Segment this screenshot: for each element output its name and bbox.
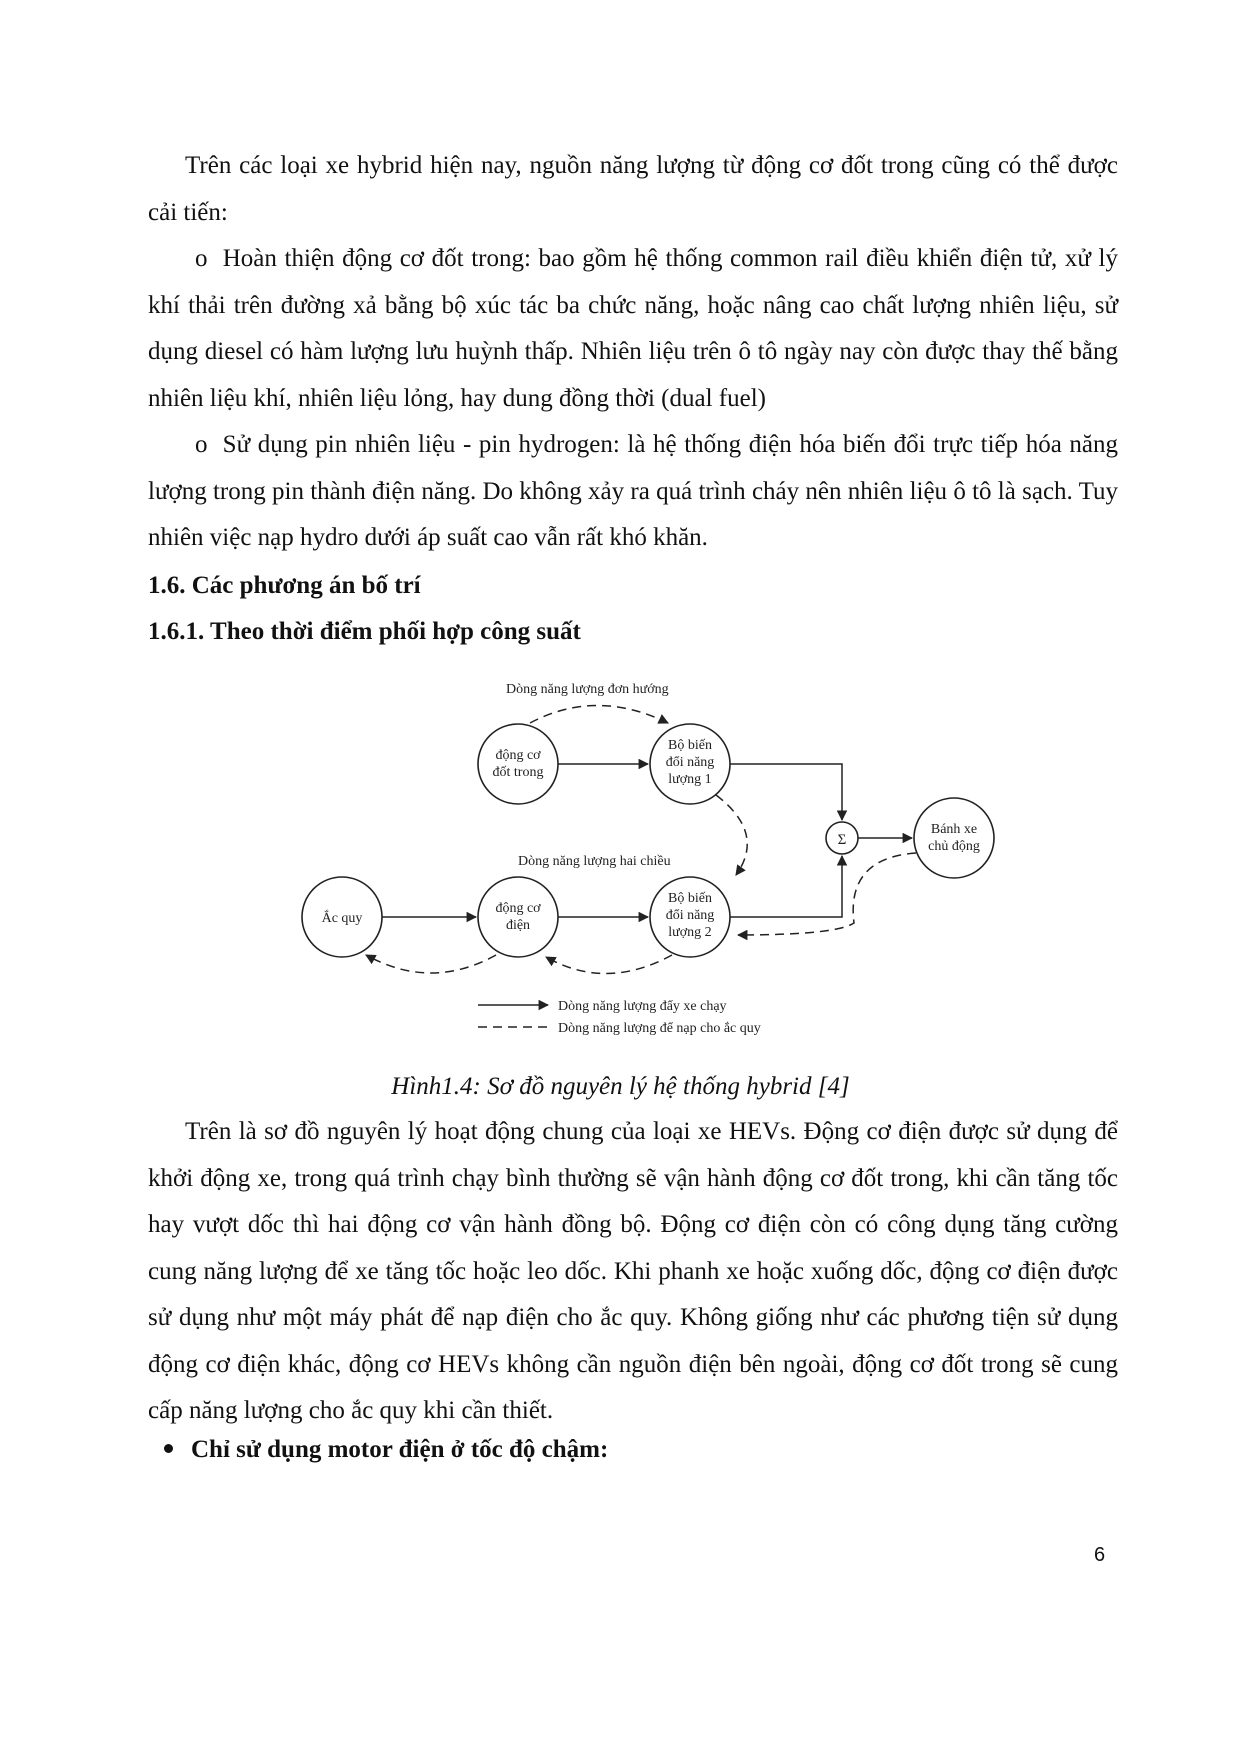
converter-2-node <box>650 877 730 957</box>
bold-bullet-text: Chỉ sử dụng motor điện ở tốc độ chậm: <box>191 1436 609 1463</box>
bullet-engine-improvement <box>148 236 1118 422</box>
converter-1-label-1: Bộ biến <box>668 738 712 753</box>
wheels-label-2: chủ động <box>928 839 980 854</box>
hybrid-system-diagram <box>296 673 996 1051</box>
section-heading: 1.6. Các phương án bố trí <box>148 572 421 599</box>
body-paragraph: Trên là sơ đồ nguyên lý hoạt động chung của loại xe HEVs. Động cơ điện được sử dụng để khởi động xe, trong quá trình chạy bình thường sẽ vận hành động cơ đốt trong, khi cần tăng tốc hay vượt dốc thì hai động cơ vận hành đồng bộ. Động cơ điện còn có công dụng tăng cường cung năng lượng để xe tăng tốc hoặc leo dốc. Khi phanh xe hoặc xuống dốc, động cơ điện được sử dụng như một máy phát để nạp điện cho ắc quy. Không giống như các phương tiện sử dụng động cơ điện khác, động cơ HEVs không cần nguồn điện bên ngoài, động cơ đốt trong sẽ cung cấp năng lượng cho ắc quy khi cần thiết. <box>148 1118 1118 1424</box>
engine-label-2: đốt trong <box>492 765 544 780</box>
bold-bullet-item <box>164 1436 608 1464</box>
bullet-marker: o <box>195 431 208 458</box>
motor-label-1: động cơ <box>495 901 541 916</box>
label-two-way-flow: Dòng năng lượng hai chiều <box>518 854 671 869</box>
bullet-fuel-cell <box>148 422 1118 562</box>
converter-2-label-2: đổi năng <box>665 908 715 923</box>
bullet-marker: o <box>195 245 208 272</box>
engine-label-1: động cơ <box>495 748 541 763</box>
intro-paragraph: Trên các loại xe hybrid hiện nay, nguồn năng lượng từ động cơ đốt trong cũng có thể được cải tiến: <box>148 152 1118 226</box>
page-number: 6 <box>1094 1544 1106 1566</box>
converter-2-label-3: lượng 2 <box>668 925 712 940</box>
electric-motor-node <box>478 877 558 957</box>
bullet-text: Sử dụng pin nhiên liệu - pin hydrogen: là hệ thống điện hóa biến đổi trực tiếp hóa năng lượng trong pin thành điện năng. Do không xảy ra quá trình cháy nên nhiên liệu ô tô là sạch. Tuy nhiên việc nạp hydro dưới áp suất cao vẫn rất khó khăn. <box>148 431 1119 551</box>
sum-junction <box>826 822 858 854</box>
engine-node <box>478 724 558 804</box>
bullet-text: Hoàn thiện động cơ đốt trong: bao gồm hệ thống common rail điều khiển điện tử, xử lý khí thải trên đường xả bằng bộ xúc tác ba chức năng, hoặc nâng cao chất lượng nhiên liệu, sử dụng diesel có hàm lượng lưu huỳnh thấp. Nhiên liệu trên ô tô ngày nay còn được thay thế bằng nhiên liệu khí, nhiên liệu lỏng, hay dung đồng thời (dual fuel) <box>148 245 1119 412</box>
diagram-legend <box>478 999 761 1036</box>
legend-solid-label: Dòng năng lượng đẩy xe chạy <box>558 999 727 1014</box>
wheels-label-1: Bánh xe <box>930 822 978 837</box>
drive-wheels-node <box>914 798 994 878</box>
converter-1-node <box>650 724 730 804</box>
bullet-dot-icon <box>164 1444 173 1453</box>
converter-2-label-1: Bộ biến <box>668 891 712 906</box>
motor-label-2: điện <box>505 918 531 933</box>
battery-node <box>302 877 382 957</box>
battery-label: Ắc quy <box>321 911 363 926</box>
figure-caption: Hình1.4: Sơ đồ nguyên lý hệ thống hybrid [4] <box>391 1073 850 1100</box>
converter-1-label-3: lượng 1 <box>668 772 712 787</box>
label-one-way-flow: Dòng năng lượng đơn hướng <box>506 682 669 697</box>
legend-dashed-label: Dòng năng lượng để nạp cho ắc quy <box>558 1021 761 1036</box>
subsection-heading: 1.6.1. Theo thời điểm phối hợp công suất <box>148 618 581 645</box>
sum-symbol: Σ <box>837 832 847 848</box>
converter-1-label-2: đổi năng <box>665 755 715 770</box>
